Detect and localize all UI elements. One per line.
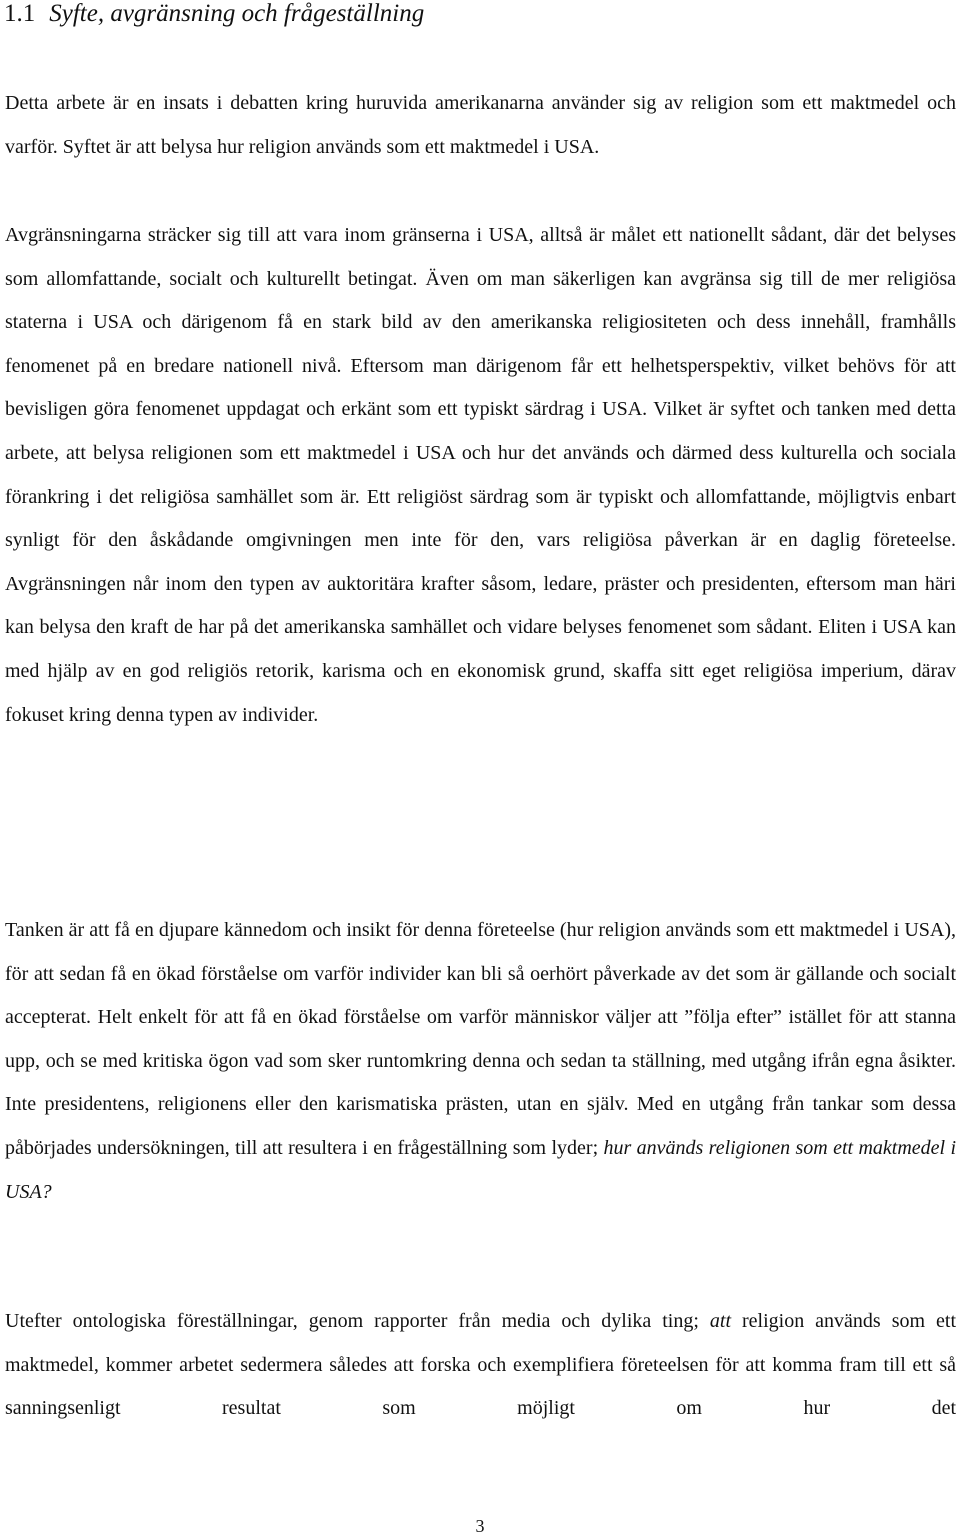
section-heading <box>4 0 424 30</box>
paragraph-delimitation: Avgränsningarna sträcker sig till att vara inom gränserna i USA, alltså är målet ett nationellt sådant, där det belyses som allomfattande, socialt och kulturellt betingat. Även om man säkerligen kan avgränsa sig till de mer religiösa staterna i USA och därigenom få en stark bild av den amerikanska religiositeten och dess innehåll, framhålls fenomenet på en bredare nationell nivå. Eftersom man därigenom får ett helhetsperspektiv, vilket behövs för att bevisligen göra fenomenet uppdagat och erkänt som ett typiskt särdrag i USA. Vilket är syftet och tanken med detta arbete, att belysa religionen som ett maktmedel i USA och hur det används och därmed dess kulturella och sociala förankring i det religiösa samhället som är. Ett religiöst särdrag som är typiskt och allomfattande, möjligtvis enbart synligt för den åskådande omgivningen men inte för den, vars religiösa påverkan är en daglig företeelse. Avgränsningen når inom den typen av auktoritära krafter såsom, ledare, präster och presidenten, eftersom man häri kan belysa den kraft de har på det amerikanska samhället och vidare belyses fenomenet som sådant. Eliten i USA kan med hjälp av en god religiös retorik, karisma och en ekonomisk grund, skaffa sitt eget religiösa imperium, därav fokuset kring denna typen av individer. <box>5 224 956 726</box>
paragraph-method-text-end: religion används som ett maktmedel, kommer arbetet sedermera således att forska och exemplifiera företeelsen för att komma fram till ett så sanningsenligt resultat som möjligt om hur det <box>5 1310 957 1420</box>
paragraph-research-question-text: Tanken är att få en djupare kännedom och insikt för denna företeelse (hur religion används som ett maktmedel i USA), för att sedan få en ökad förståelse om varför individer kan bli så oerhört påverkade av det som är gällande och socialt accepterat. Helt enkelt för att få en ökad förståelse om varför människor väljer att ”följa efter” istället för att stanna upp, och se med kritiska ögon vad som sker runtomkring denna och sedan ta ställning, med utgång ifrån egna åsikter. Inte presidentens, religionens eller den karismatiska prästen, utan en själv. Med en utgång från tankar som dessa påbörjades undersökningen, till att resultera i en frågeställning som lyder; <box>5 919 956 1159</box>
paragraph-purpose: Detta arbete är en insats i debatten kring huruvida amerikanarna använder sig av religion som ett maktmedel och varför. Syftet är att belysa hur religion används som ett maktmedel i USA. <box>5 92 956 158</box>
research-question: hur används religionen som ett maktmedel i USA? <box>5 1136 957 1203</box>
section-number: 1.1 <box>4 0 36 27</box>
paragraph-method-text-start: Utefter ontologiska föreställningar, genom rapporter från media och dylika ting; <box>5 1310 710 1332</box>
section-title: Syfte, avgränsning och frågeställning <box>49 0 425 27</box>
page-number: 3 <box>475 1516 485 1536</box>
emphasis-att: att <box>709 1310 732 1332</box>
paragraph-method <box>5 1300 956 1431</box>
paragraph-research-question <box>5 909 956 1214</box>
